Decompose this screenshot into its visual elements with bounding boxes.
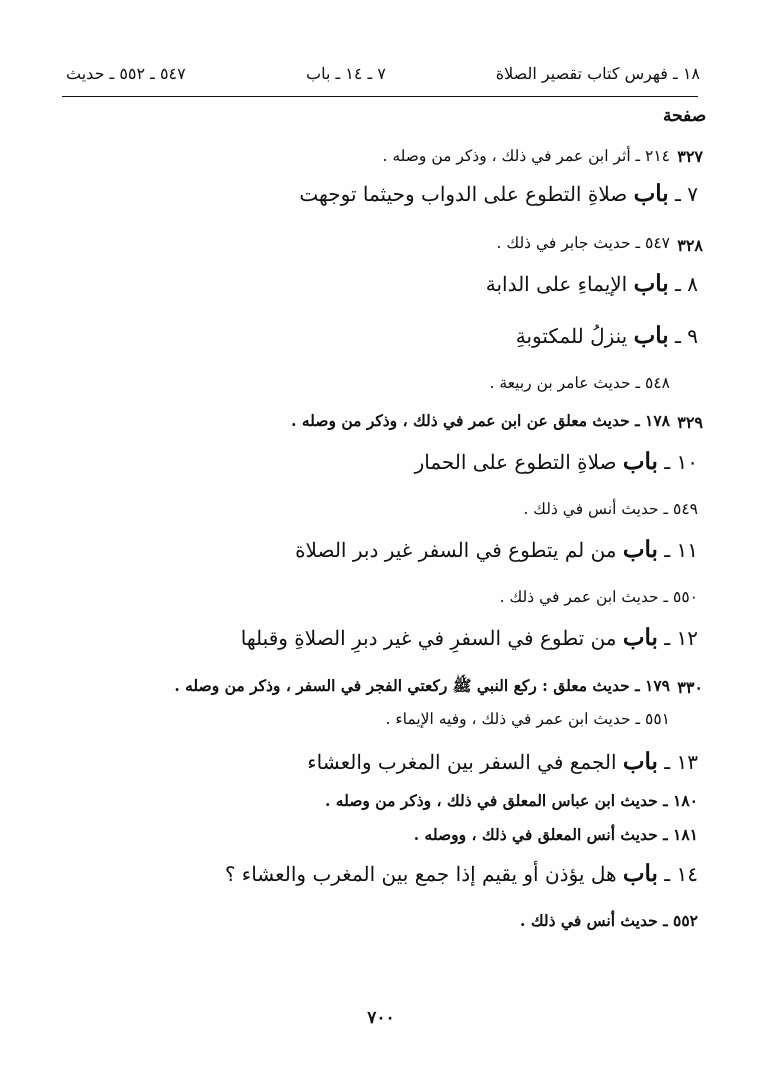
entry-item: ٥٤٨ ـ حديث عامر بن ربيعة .	[489, 374, 670, 392]
page-footer-number: ٧٠٠	[367, 1008, 395, 1028]
entry-item: ٥٤٩ ـ حديث أنس في ذلك .	[523, 500, 698, 518]
page-number: ٣٢٨	[677, 236, 703, 255]
entry-item: ١٨١ ـ حديث أنس المعلق في ذلك ، ووصله .	[413, 825, 698, 844]
entry-item: ٥٤٧ ـ حديث جابر في ذلك .	[496, 234, 670, 252]
bab-word: باب	[622, 536, 658, 563]
bab-heading: ١٢ ـ باب من تطوع في السفرِ في غير دبرِ الصلاةِ وقبلها	[240, 624, 698, 651]
bab-heading: ٧ ـ باب صلاةِ التطوع على الدواب وحيثما توجهت	[299, 180, 698, 207]
bab-word: باب	[633, 322, 669, 349]
header-divider	[62, 96, 698, 97]
bab-title: الإيماءِ على الدابة	[485, 272, 628, 296]
bab-number: ٩	[687, 324, 698, 348]
entry-item: ١٨٠ ـ حديث ابن عباس المعلق في ذلك ، وذكر من وصله .	[325, 791, 698, 810]
bab-word: باب	[622, 748, 658, 775]
bab-word: باب	[633, 270, 669, 297]
bab-title: من تطوع في السفرِ في غير دبرِ الصلاةِ وقبلها	[240, 626, 617, 650]
bab-word: باب	[622, 624, 658, 651]
bab-title: من لم يتطوع في السفر غير دبر الصلاة	[295, 538, 617, 562]
bab-number: ١٠	[676, 450, 698, 474]
bab-number: ٧	[687, 182, 698, 206]
page-number: ٣٢٧	[677, 147, 703, 166]
bab-heading: ١٣ ـ باب الجمع في السفر بين المغرب والعشاء	[307, 748, 698, 775]
bab-heading: ١٤ ـ باب هل يؤذن أو يقيم إذا جمع بين المغرب والعشاء ؟	[224, 860, 698, 887]
bab-number: ٨	[687, 272, 698, 296]
entry-item: ٥٥٠ ـ حديث ابن عمر في ذلك .	[499, 588, 698, 606]
bab-heading: ١١ ـ باب من لم يتطوع في السفر غير دبر الصلاة	[295, 536, 698, 563]
bab-title: صلاةِ التطوع على الحمار	[414, 450, 617, 474]
bab-title: صلاةِ التطوع على الدواب وحيثما توجهت	[299, 182, 628, 206]
header-bab-range: ٧ ـ ١٤ ـ باب	[306, 64, 386, 83]
page-number: ٣٣٠	[677, 678, 703, 697]
bab-number: ١٤	[676, 862, 698, 886]
bab-heading: ٨ ـ باب الإيماءِ على الدابة	[485, 270, 698, 297]
header-title: ١٨ ـ فهرس كتاب تقصير الصلاة	[495, 64, 700, 83]
entry-item: ٢١٤ ـ أثر ابن عمر في ذلك ، وذكر من وصله .	[382, 147, 670, 165]
bab-heading: ١٠ ـ باب صلاةِ التطوع على الحمار	[414, 448, 698, 475]
bab-word: باب	[622, 448, 658, 475]
bab-title: هل يؤذن أو يقيم إذا جمع بين المغرب والعشاء ؟	[224, 862, 617, 886]
header-hadith-range: ٥٤٧ ـ ٥٥٢ ـ حديث	[66, 64, 186, 83]
bab-number: ١٣	[676, 750, 698, 774]
entry-item: ١٧٨ ـ حديث معلق عن ابن عمر في ذلك ، وذكر من وصله .	[291, 411, 670, 430]
entry-item: ٥٥١ ـ حديث ابن عمر في ذلك ، وفيه الإيماء .	[385, 710, 670, 728]
bab-word: باب	[633, 180, 669, 207]
bab-word: باب	[622, 860, 658, 887]
entry-item: ٥٥٢ ـ حديث أنس في ذلك .	[520, 911, 698, 930]
bab-title: الجمع في السفر بين المغرب والعشاء	[307, 750, 617, 774]
bab-title: ينزلُ للمكتوبةِ	[515, 324, 628, 348]
bab-number: ١٢	[676, 626, 698, 650]
page-column-label: صفحة	[663, 106, 707, 126]
bab-number: ١١	[676, 538, 698, 562]
entry-item: ١٧٩ ـ حديث معلق : ركع النبي ﷺ ركعتي الفجر في السفر ، وذكر من وصله .	[174, 676, 670, 695]
page-number: ٣٢٩	[677, 413, 703, 432]
bab-heading: ٩ ـ باب ينزلُ للمكتوبةِ	[515, 322, 698, 349]
